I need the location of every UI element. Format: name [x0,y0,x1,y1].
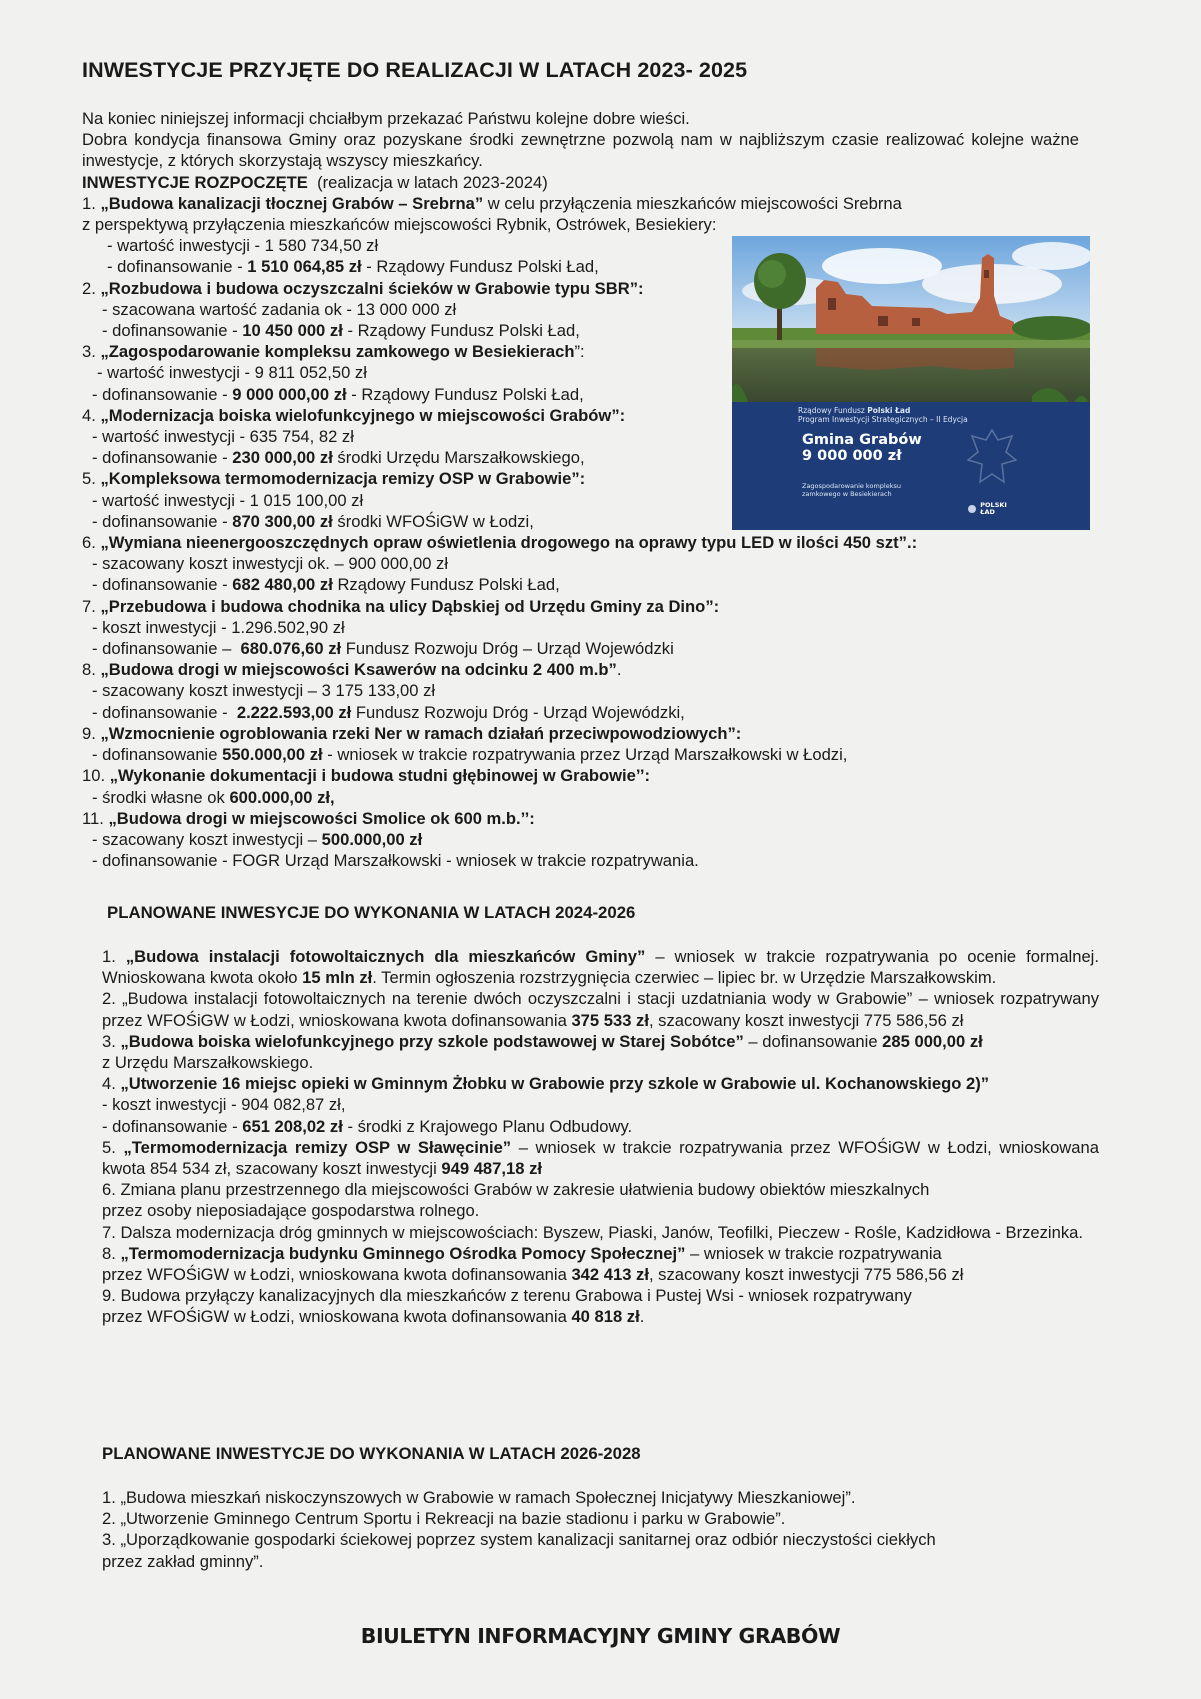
planned-2026-heading: PLANOWANE INWESTYCJE DO WYKONANIA W LATACH 2026-2028 [102,1444,641,1463]
planned-item-6: 6. Zmiana planu przestrzennego dla miejscowości Grabów w zakresie ułatwienia budowy obiektów mieszkalnych [102,1180,930,1200]
started-item-11: 11. „Budowa drogi w miejscowości Smolice ok 600 m.b.’’: [82,808,535,828]
future-item-3: 3. „Uporządkowanie gospodarki ściekowej poprzez system kanalizacji sanitarnej oraz odbiór nieczystości ciekłych [102,1530,936,1550]
started-item-8: 8. „Budowa drogi w miejscowości Ksawerów na odcinku 2 400 m.b”. [82,660,622,680]
started-item-5: 5. „Kompleksowa termomodernizacja remizy OSP w Grabowie”: [82,469,586,489]
planned-item-6-line-2: przez osoby nieposiadające gospodarstwa rolnego. [102,1201,480,1221]
started-item-2-value: - szacowana wartość zadania ok - 13 000 000 zł [102,299,457,319]
planned-item-9: 9. Budowa przyłączy kanalizacyjnych dla mieszkańców z terenu Grabowa i Pustej Wsi - wniosek rozpatrywany [102,1286,912,1306]
planned-item-3: 3. „Budowa boiska wielofunkcyjnego przy szkole podstawowej w Starej Sobótce” – dofinansowanie 285 000,00 zł [102,1031,983,1051]
started-item-5-funding: - dofinansowanie - 870 300,00 zł środki WFOŚiGW w Łodzi, [92,511,534,531]
castle-ruins-photo [732,236,1090,530]
started-item-8-value: - szacowany koszt inwestycji – 3 175 133,00 zł [92,681,436,701]
started-item-6-funding: - dofinansowanie - 682 480,00 zł Rządowy Fundusz Polski Ład, [92,575,560,595]
started-item-3: 3. „Zagospodarowanie kompleksu zamkowego w Besiekierach”: [82,342,585,362]
polski-lad-logo: POLSKI ŁAD [968,502,1007,516]
started-item-1-line-2: z perspektywą przyłączenia mieszkańców miejscowości Rybnik, Ostrówek, Besiekiery: [82,215,717,235]
planned-item-7: 7. Dalsza modernizacja dróg gminnych w miejscowościach: Byszew, Piaski, Janów, Teofilki, Pieczew - Rośle, Kadzidłowa - Brzezinka. [102,1222,1083,1242]
started-item-4-value: - wartość inwestycji - 635 754, 82 zł [92,427,354,447]
planned-2024-heading: PLANOWANE INWESYCJE DO WYKONANIA W LATACH 2024-2026 [107,903,636,922]
planned-item-1: 1. „Budowa instalacji fotowoltaicznych dla mieszkańców Gminy” – wniosek w trakcie rozpatrywania po ocenie formalnej. Wnioskowana kwota około 15 mln zł. Termin ogłoszenia rozstrzygnięcia czerwiec – lipiec br. w Urzędzie Marszałkowskim. [102,947,1099,988]
started-item-9-funding: - dofinansowanie 550.000,00 zł - wniosek w trakcie rozpatrywania przez Urząd Marszałkowski w Łodzi, [92,745,848,765]
planned-item-5: 5. „Termomodernizacja remizy OSP w Sławęcinie” – wniosek w trakcie rozpatrywania przez WFOŚiGW w Łodzi, wnioskowana kwota 854 534 zł, szacowany koszt inwestycji 949 487,18 zł [102,1137,1099,1179]
started-item-1-value: - wartość inwestycji - 1 580 734,50 zł [107,236,379,256]
planned-item-8: 8. „Termomodernizacja budynku Gminnego Ośrodka Pomocy Społecznej” – wniosek w trakcie rozpatrywania [102,1243,942,1263]
started-item-4-funding: - dofinansowanie - 230 000,00 zł środki Urzędu Marszałkowskiego, [92,448,585,468]
started-heading: INWESTYCJE ROZPOCZĘTE (realizacja w latach 2023-2024) [82,172,548,192]
intro-line-1: Na koniec niniejszej informacji chciałbym przekazać Państwu kolejne dobre wieści. [82,109,690,128]
planned-item-3-line-2: z Urzędu Marszałkowskiego. [102,1053,314,1073]
started-item-10-funds: - środki własne ok 600.000,00 zł, [92,787,335,807]
started-item-11-value: - szacowany koszt inwestycji – 500.000,00 zł [92,829,423,849]
planned-2024-section [102,946,1099,1328]
banner-title: Gmina Grabów 9 000 000 zł [802,432,922,464]
started-item-5-value: - wartość inwestycji - 1 015 100,00 zł [92,490,364,510]
started-item-6-value: - szacowany koszt inwestycji ok. – 900 000,00 zł [92,554,449,574]
funding-banner [732,402,1090,530]
started-item-3-funding: - dofinansowanie - 9 000 000,00 zł - Rządowy Fundusz Polski Ład, [92,384,584,404]
started-item-1: 1. „Budowa kanalizacji tłocznej Grabów – Srebrna” w celu przyłączenia mieszkańców miejscowości Srebrna [82,193,902,213]
future-item-2: 2. „Utworzenie Gminnego Centrum Sportu i Rekreacji na bazie stadionu i parku w Grabowie”. [102,1509,786,1529]
banner-program-text: Rządowy Fundusz Polski Ład Program Inwestycji Strategicznych – II Edycja [798,406,968,424]
started-item-2-funding: - dofinansowanie - 10 450 000 zł - Rządowy Fundusz Polski Ład, [102,321,580,341]
future-item-3-line-2: przez zakład gminny”. [102,1551,264,1571]
planned-2026-section [102,1487,1099,1572]
future-item-1: 1. „Budowa mieszkań niskoczynszowych w Grabowie w ramach Społecznej Inicjatywy Mieszkaniowej”. [102,1488,856,1507]
started-item-7-funding: - dofinansowanie – 680.076,60 zł Fundusz Rozwoju Dróg – Urząd Wojewódzki [92,639,674,659]
page-title: INWESTYCJE PRZYJĘTE DO REALIZACJI W LATACH 2023- 2025 [82,58,748,82]
started-item-4: 4. „Modernizacja boiska wielofunkcyjnego w miejscowości Grabów”: [82,405,626,425]
started-item-6: 6. „Wymiana nieenergooszczędnych opraw oświetlenia drogowego na oprawy typu LED w ilości 450 szt”.: [82,533,918,553]
started-item-3-value: - wartość inwestycji - 9 811 052,50 zł [97,363,367,383]
started-item-10: 10. „Wykonanie dokumentacji i budowa studni głębinowej w Grabowie’’: [82,766,650,786]
planned-item-2: 2. „Budowa instalacji fotowoltaicznych na terenie dwóch oczyszczalni i stacji uzdatniania wody w Grabowie” – wniosek rozpatrywany przez WFOŚiGW w Łodzi, wnioskowana kwota dofinansowania 375 533 zł, szacowany koszt inwestycji 775 586,56 zł [102,989,1099,1030]
banner-subtitle: Zagospodarowanie kompleksu zamkowego w Besiekierach [802,482,901,498]
started-item-7-value: - koszt inwestycji - 1.296.502,90 zł [92,617,345,637]
bulletin-footer: BIULETYN INFORMACYJNY GMINY GRABÓW [360,1624,841,1648]
intro-line-2: Dobra kondycja finansowa Gminy oraz pozyskane środki zewnętrzne pozwolą nam w najbliższym czasie realizować kolejne ważne inwestycje, z których skorzystają wszyscy mieszkańcy. [82,130,1079,171]
started-item-11-funding: - dofinansowanie - FOGR Urząd Marszałkowski - wniosek w trakcie rozpatrywania. [92,851,699,871]
planned-item-4-funding: - dofinansowanie - 651 208,02 zł - środki z Krajowego Planu Odbudowy. [102,1116,633,1136]
started-item-9: 9. „Wzmocnienie ogroblowania rzeki Ner w ramach działań przeciwpowodziowych”: [82,723,742,743]
planned-item-4: 4. „Utworzenie 16 miejsc opieki w Gminnym Żłobku w Grabowie przy szkole w Grabowie ul. Kochanowskiego 2)” [102,1074,990,1094]
started-item-8-funding: - dofinansowanie - 2.222.593,00 zł Fundusz Rozwoju Dróg - Urząd Wojewódzki, [92,702,685,722]
planned-item-4-cost: - koszt inwestycji - 904 082,87 zł, [102,1095,346,1115]
started-item-7: 7. „Przebudowa i budowa chodnika na ulicy Dąbskiej od Urzędu Gminy za Dino”: [82,596,720,616]
eagle-emblem-icon [962,424,1022,494]
started-item-1-funding: - dofinansowanie - 1 510 064,85 zł - Rządowy Fundusz Polski Ład, [107,257,599,277]
planned-item-9-line-2: przez WFOŚiGW w Łodzi, wnioskowana kwota dofinansowania 40 818 zł. [102,1307,645,1327]
started-item-2: 2. „Rozbudowa i budowa oczyszczalni ścieków w Grabowie typu SBR”: [82,278,644,298]
planned-item-8-line-2: przez WFOŚiGW w Łodzi, wnioskowana kwota dofinansowania 342 413 zł, szacowany koszt inwestycji 775 586,56 zł [102,1265,964,1285]
